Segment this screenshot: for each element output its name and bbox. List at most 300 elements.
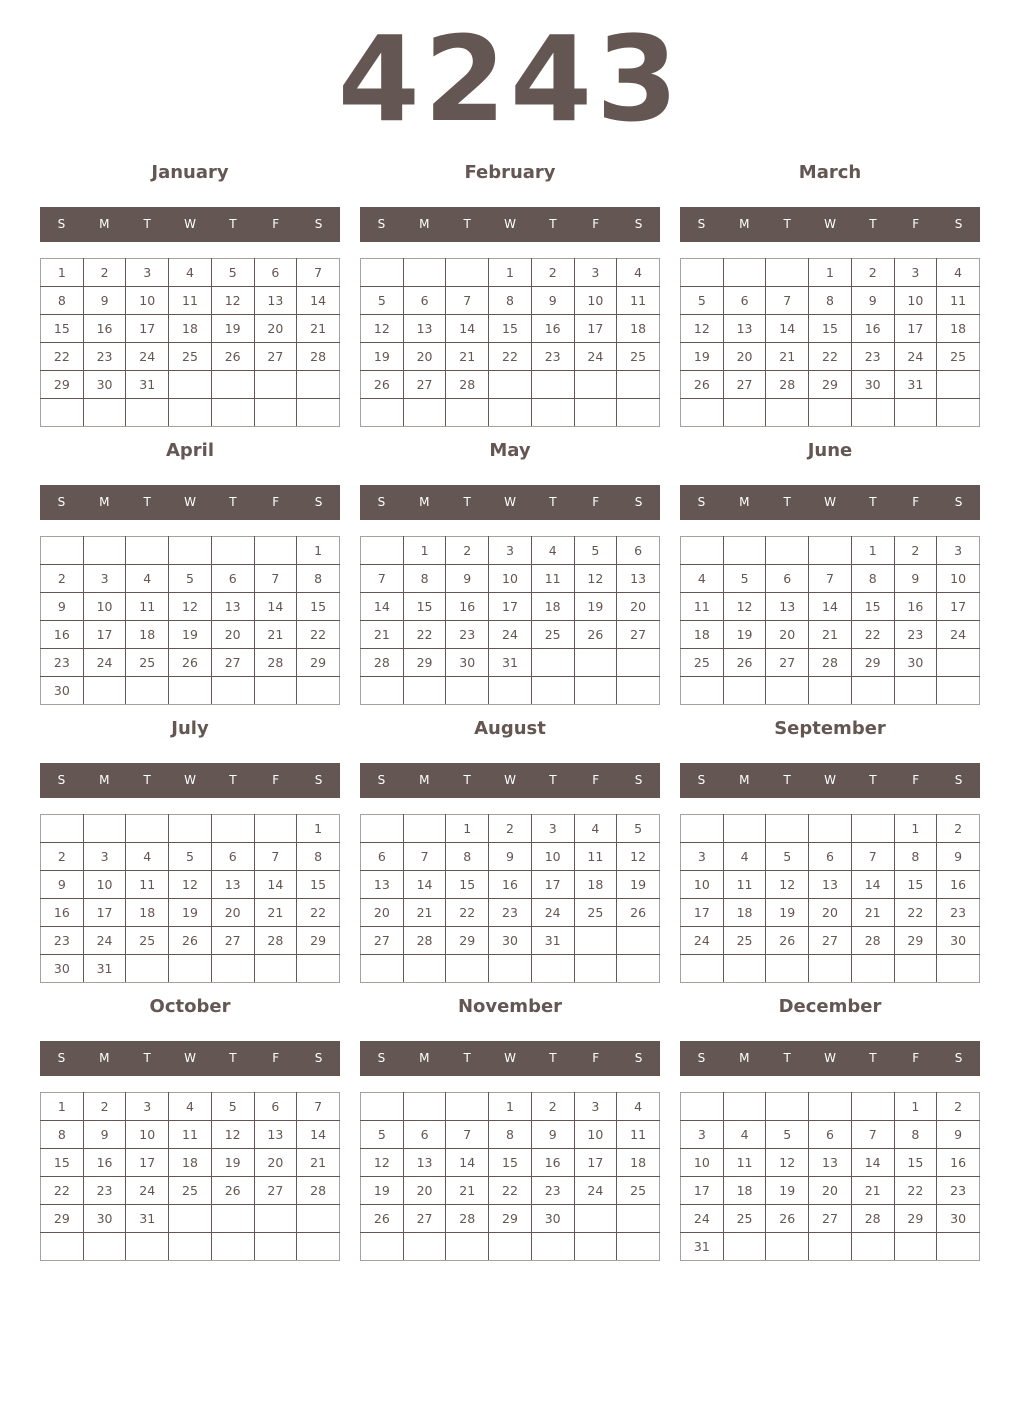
day-cell: 26 — [211, 343, 254, 371]
empty-cell — [254, 677, 297, 705]
day-cell: 14 — [254, 593, 297, 621]
day-cell: 15 — [894, 871, 937, 899]
week-row — [361, 1177, 660, 1205]
day-cell: 21 — [851, 899, 894, 927]
day-cell: 24 — [937, 621, 980, 649]
day-cell: 14 — [851, 1149, 894, 1177]
weekday-label: T — [229, 495, 237, 509]
day-cell: 30 — [41, 955, 84, 983]
day-cell: 18 — [126, 621, 169, 649]
empty-cell — [937, 955, 980, 983]
week-row — [681, 259, 980, 287]
day-cell: 6 — [617, 537, 660, 565]
day-cell: 24 — [83, 649, 126, 677]
day-cell: 5 — [169, 565, 212, 593]
day-cell: 28 — [361, 649, 404, 677]
day-cell: 11 — [723, 1149, 766, 1177]
weekday-label: S — [634, 773, 643, 787]
empty-cell — [126, 537, 169, 565]
empty-cell — [83, 815, 126, 843]
day-cell: 12 — [574, 565, 617, 593]
day-cell: 5 — [617, 815, 660, 843]
empty-cell — [126, 815, 169, 843]
day-cell: 6 — [723, 287, 766, 315]
weekday-header — [680, 1041, 980, 1076]
empty-cell — [574, 955, 617, 983]
week-row — [361, 287, 660, 315]
day-cell: 6 — [254, 259, 297, 287]
day-cell: 22 — [894, 899, 937, 927]
empty-cell — [403, 259, 446, 287]
day-cell: 16 — [41, 621, 84, 649]
day-grid — [40, 258, 340, 427]
week-row — [41, 621, 340, 649]
day-cell: 28 — [809, 649, 852, 677]
day-cell: 15 — [851, 593, 894, 621]
week-row — [681, 1093, 980, 1121]
day-cell: 28 — [851, 927, 894, 955]
empty-cell — [83, 537, 126, 565]
weekday-label: S — [634, 495, 643, 509]
empty-cell — [169, 1233, 212, 1261]
day-cell: 24 — [489, 621, 532, 649]
day-cell: 3 — [937, 537, 980, 565]
day-cell: 18 — [169, 1149, 212, 1177]
day-cell: 21 — [403, 899, 446, 927]
day-grid — [680, 536, 980, 705]
day-cell: 2 — [531, 259, 574, 287]
empty-cell — [531, 649, 574, 677]
empty-cell — [723, 537, 766, 565]
week-row — [361, 621, 660, 649]
day-cell: 10 — [531, 843, 574, 871]
day-cell: 12 — [723, 593, 766, 621]
day-cell: 29 — [403, 649, 446, 677]
day-cell: 10 — [126, 287, 169, 315]
weekday-label: W — [824, 773, 836, 787]
day-cell: 31 — [126, 371, 169, 399]
weekday-label: S — [57, 773, 66, 787]
day-cell: 20 — [254, 1149, 297, 1177]
weekday-label: T — [143, 217, 151, 231]
day-cell: 29 — [809, 371, 852, 399]
day-cell: 19 — [766, 899, 809, 927]
day-cell: 2 — [83, 1093, 126, 1121]
empty-cell — [254, 1205, 297, 1233]
day-cell: 27 — [403, 1205, 446, 1233]
empty-cell — [169, 955, 212, 983]
weekday-label: F — [592, 1051, 600, 1065]
week-row — [681, 343, 980, 371]
weekday-label: S — [954, 217, 963, 231]
day-cell: 2 — [41, 843, 84, 871]
week-row — [681, 287, 980, 315]
week-row — [681, 871, 980, 899]
day-cell: 9 — [894, 565, 937, 593]
day-grid — [40, 536, 340, 705]
empty-cell — [809, 399, 852, 427]
day-cell: 11 — [681, 593, 724, 621]
day-cell: 16 — [446, 593, 489, 621]
day-cell: 14 — [361, 593, 404, 621]
day-cell: 20 — [403, 343, 446, 371]
empty-cell — [766, 955, 809, 983]
day-cell: 12 — [211, 1121, 254, 1149]
empty-cell — [211, 955, 254, 983]
day-cell: 27 — [254, 1177, 297, 1205]
empty-cell — [297, 371, 340, 399]
day-cell: 25 — [126, 649, 169, 677]
empty-cell — [766, 537, 809, 565]
weekday-label: S — [954, 1051, 963, 1065]
empty-cell — [83, 677, 126, 705]
weekday-header — [360, 763, 660, 798]
day-cell: 7 — [254, 843, 297, 871]
day-cell: 26 — [169, 927, 212, 955]
day-cell: 16 — [531, 1149, 574, 1177]
weekday-label: T — [549, 1051, 557, 1065]
day-cell: 6 — [403, 287, 446, 315]
day-cell: 16 — [937, 871, 980, 899]
day-cell: 26 — [723, 649, 766, 677]
empty-cell — [617, 399, 660, 427]
weekday-label: S — [634, 1051, 643, 1065]
empty-cell — [361, 1093, 404, 1121]
empty-cell — [531, 1233, 574, 1261]
month-title: February — [464, 162, 556, 183]
weekday-label: S — [954, 773, 963, 787]
day-cell: 23 — [41, 649, 84, 677]
week-row — [361, 927, 660, 955]
week-row — [41, 1121, 340, 1149]
weekday-header — [40, 485, 340, 520]
empty-cell — [254, 371, 297, 399]
empty-cell — [531, 955, 574, 983]
day-cell: 4 — [169, 1093, 212, 1121]
day-cell: 22 — [894, 1177, 937, 1205]
day-cell: 12 — [681, 315, 724, 343]
day-cell: 4 — [126, 565, 169, 593]
day-cell: 11 — [617, 287, 660, 315]
day-cell: 3 — [681, 1121, 724, 1149]
empty-cell — [41, 537, 84, 565]
day-cell: 12 — [169, 593, 212, 621]
day-cell: 29 — [851, 649, 894, 677]
weekday-label: W — [504, 217, 516, 231]
empty-cell — [681, 677, 724, 705]
empty-cell — [126, 677, 169, 705]
day-cell: 19 — [766, 1177, 809, 1205]
day-cell: 1 — [489, 1093, 532, 1121]
day-cell: 30 — [41, 677, 84, 705]
day-cell: 13 — [403, 1149, 446, 1177]
week-row — [41, 649, 340, 677]
week-row — [681, 1233, 980, 1261]
empty-cell — [211, 1205, 254, 1233]
day-cell: 9 — [83, 287, 126, 315]
week-row — [681, 399, 980, 427]
day-cell: 23 — [851, 343, 894, 371]
day-grid — [360, 1092, 660, 1261]
weekday-label: T — [869, 495, 877, 509]
day-cell: 18 — [617, 1149, 660, 1177]
day-cell: 17 — [489, 593, 532, 621]
day-cell: 12 — [211, 287, 254, 315]
day-cell: 7 — [809, 565, 852, 593]
weekday-label: W — [824, 1051, 836, 1065]
day-cell: 15 — [446, 871, 489, 899]
week-row — [361, 371, 660, 399]
day-cell: 4 — [681, 565, 724, 593]
day-cell: 2 — [446, 537, 489, 565]
week-row — [41, 677, 340, 705]
month-title: April — [165, 440, 215, 461]
empty-cell — [809, 815, 852, 843]
day-cell: 10 — [574, 1121, 617, 1149]
weekday-label: T — [869, 1051, 877, 1065]
day-cell: 17 — [126, 1149, 169, 1177]
month-title: October — [149, 996, 231, 1017]
weekday-label: T — [229, 1051, 237, 1065]
day-cell: 21 — [297, 1149, 340, 1177]
day-cell: 9 — [531, 1121, 574, 1149]
day-cell: 13 — [809, 871, 852, 899]
day-cell: 5 — [574, 537, 617, 565]
weekday-label: M — [99, 495, 110, 509]
day-grid — [680, 258, 980, 427]
day-cell: 21 — [766, 343, 809, 371]
week-row — [361, 1121, 660, 1149]
week-row — [361, 399, 660, 427]
day-cell: 15 — [297, 871, 340, 899]
day-cell: 15 — [403, 593, 446, 621]
day-cell: 16 — [41, 899, 84, 927]
empty-cell — [361, 259, 404, 287]
empty-cell — [403, 399, 446, 427]
day-cell: 18 — [723, 899, 766, 927]
day-cell: 22 — [41, 1177, 84, 1205]
day-cell: 10 — [489, 565, 532, 593]
week-row — [41, 315, 340, 343]
weekday-label: W — [824, 217, 836, 231]
day-cell: 17 — [83, 899, 126, 927]
empty-cell — [531, 677, 574, 705]
week-row — [41, 399, 340, 427]
empty-cell — [41, 399, 84, 427]
day-cell: 25 — [681, 649, 724, 677]
day-cell: 19 — [211, 315, 254, 343]
weekday-label: S — [954, 495, 963, 509]
day-cell: 14 — [446, 315, 489, 343]
empty-cell — [723, 1093, 766, 1121]
empty-cell — [403, 1233, 446, 1261]
weekday-label: F — [912, 773, 920, 787]
day-cell: 25 — [937, 343, 980, 371]
weekday-label: M — [419, 217, 430, 231]
day-cell: 4 — [531, 537, 574, 565]
day-cell: 1 — [489, 259, 532, 287]
day-cell: 22 — [41, 343, 84, 371]
empty-cell — [361, 955, 404, 983]
weekday-label: F — [272, 1051, 280, 1065]
month-title: March — [798, 162, 862, 183]
day-cell: 23 — [83, 1177, 126, 1205]
day-cell: 2 — [851, 259, 894, 287]
week-row — [681, 593, 980, 621]
week-row — [681, 1177, 980, 1205]
empty-cell — [211, 537, 254, 565]
day-cell: 21 — [446, 343, 489, 371]
week-row — [361, 537, 660, 565]
weekday-label: T — [783, 773, 791, 787]
day-cell: 9 — [531, 287, 574, 315]
weekday-label: W — [184, 773, 196, 787]
week-row — [361, 1149, 660, 1177]
empty-cell — [403, 677, 446, 705]
day-cell: 12 — [361, 315, 404, 343]
day-cell: 27 — [809, 1205, 852, 1233]
day-cell: 3 — [83, 565, 126, 593]
empty-cell — [403, 955, 446, 983]
day-cell: 20 — [361, 899, 404, 927]
day-cell: 29 — [489, 1205, 532, 1233]
empty-cell — [126, 955, 169, 983]
day-cell: 25 — [126, 927, 169, 955]
day-cell: 17 — [681, 899, 724, 927]
day-cell: 14 — [809, 593, 852, 621]
day-cell: 26 — [361, 371, 404, 399]
weekday-label: F — [272, 495, 280, 509]
week-row — [361, 593, 660, 621]
day-cell: 7 — [254, 565, 297, 593]
day-cell: 9 — [446, 565, 489, 593]
day-cell: 27 — [361, 927, 404, 955]
empty-cell — [723, 259, 766, 287]
day-cell: 11 — [126, 593, 169, 621]
empty-cell — [361, 815, 404, 843]
weekday-label: W — [184, 495, 196, 509]
day-cell: 18 — [531, 593, 574, 621]
day-cell: 3 — [489, 537, 532, 565]
day-cell: 26 — [681, 371, 724, 399]
day-cell: 24 — [574, 1177, 617, 1205]
empty-cell — [766, 259, 809, 287]
week-row — [361, 1093, 660, 1121]
empty-cell — [297, 1233, 340, 1261]
empty-cell — [937, 677, 980, 705]
weekday-label: F — [912, 1051, 920, 1065]
day-cell: 5 — [169, 843, 212, 871]
empty-cell — [681, 1093, 724, 1121]
day-cell: 13 — [211, 593, 254, 621]
day-cell: 27 — [211, 649, 254, 677]
empty-cell — [574, 399, 617, 427]
week-row — [41, 955, 340, 983]
day-cell: 9 — [41, 593, 84, 621]
day-cell: 10 — [894, 287, 937, 315]
day-cell: 4 — [617, 1093, 660, 1121]
day-cell: 27 — [617, 621, 660, 649]
empty-cell — [766, 1093, 809, 1121]
day-cell: 8 — [446, 843, 489, 871]
day-cell: 23 — [446, 621, 489, 649]
day-cell: 25 — [617, 1177, 660, 1205]
day-cell: 23 — [41, 927, 84, 955]
day-cell: 14 — [254, 871, 297, 899]
day-cell: 3 — [83, 843, 126, 871]
day-cell: 24 — [574, 343, 617, 371]
empty-cell — [937, 1233, 980, 1261]
day-cell: 5 — [361, 1121, 404, 1149]
weekday-header — [680, 207, 980, 242]
day-cell: 31 — [681, 1233, 724, 1261]
day-cell: 4 — [723, 843, 766, 871]
week-row — [41, 815, 340, 843]
day-cell: 28 — [851, 1205, 894, 1233]
month-title: September — [774, 718, 886, 739]
weekday-label: T — [783, 1051, 791, 1065]
day-cell: 15 — [297, 593, 340, 621]
day-cell: 7 — [446, 1121, 489, 1149]
empty-cell — [617, 371, 660, 399]
day-cell: 3 — [574, 259, 617, 287]
day-cell: 26 — [766, 1205, 809, 1233]
empty-cell — [446, 677, 489, 705]
week-row — [681, 1121, 980, 1149]
weekday-label: M — [739, 495, 750, 509]
weekday-header — [40, 207, 340, 242]
day-cell: 22 — [489, 1177, 532, 1205]
day-cell: 5 — [211, 1093, 254, 1121]
day-cell: 26 — [211, 1177, 254, 1205]
day-cell: 10 — [83, 871, 126, 899]
empty-cell — [446, 259, 489, 287]
day-cell: 14 — [766, 315, 809, 343]
empty-cell — [126, 1233, 169, 1261]
day-cell: 6 — [403, 1121, 446, 1149]
day-cell: 1 — [894, 815, 937, 843]
empty-cell — [681, 399, 724, 427]
day-cell: 6 — [809, 843, 852, 871]
day-cell: 17 — [531, 871, 574, 899]
empty-cell — [723, 1233, 766, 1261]
weekday-label: T — [229, 773, 237, 787]
weekday-label: S — [57, 495, 66, 509]
empty-cell — [723, 815, 766, 843]
empty-cell — [851, 399, 894, 427]
month-title: July — [171, 718, 209, 739]
week-row — [681, 621, 980, 649]
day-cell: 1 — [403, 537, 446, 565]
weekday-label: T — [143, 495, 151, 509]
weekday-label: F — [912, 495, 920, 509]
day-cell: 9 — [41, 871, 84, 899]
week-row — [681, 843, 980, 871]
day-cell: 19 — [361, 1177, 404, 1205]
day-cell: 16 — [851, 315, 894, 343]
empty-cell — [766, 399, 809, 427]
weekday-label: T — [463, 1051, 471, 1065]
day-cell: 22 — [809, 343, 852, 371]
weekday-label: S — [697, 773, 706, 787]
empty-cell — [851, 677, 894, 705]
day-cell: 15 — [41, 1149, 84, 1177]
day-cell: 24 — [894, 343, 937, 371]
weekday-header — [680, 763, 980, 798]
empty-cell — [574, 1205, 617, 1233]
day-cell: 5 — [723, 565, 766, 593]
empty-cell — [766, 815, 809, 843]
